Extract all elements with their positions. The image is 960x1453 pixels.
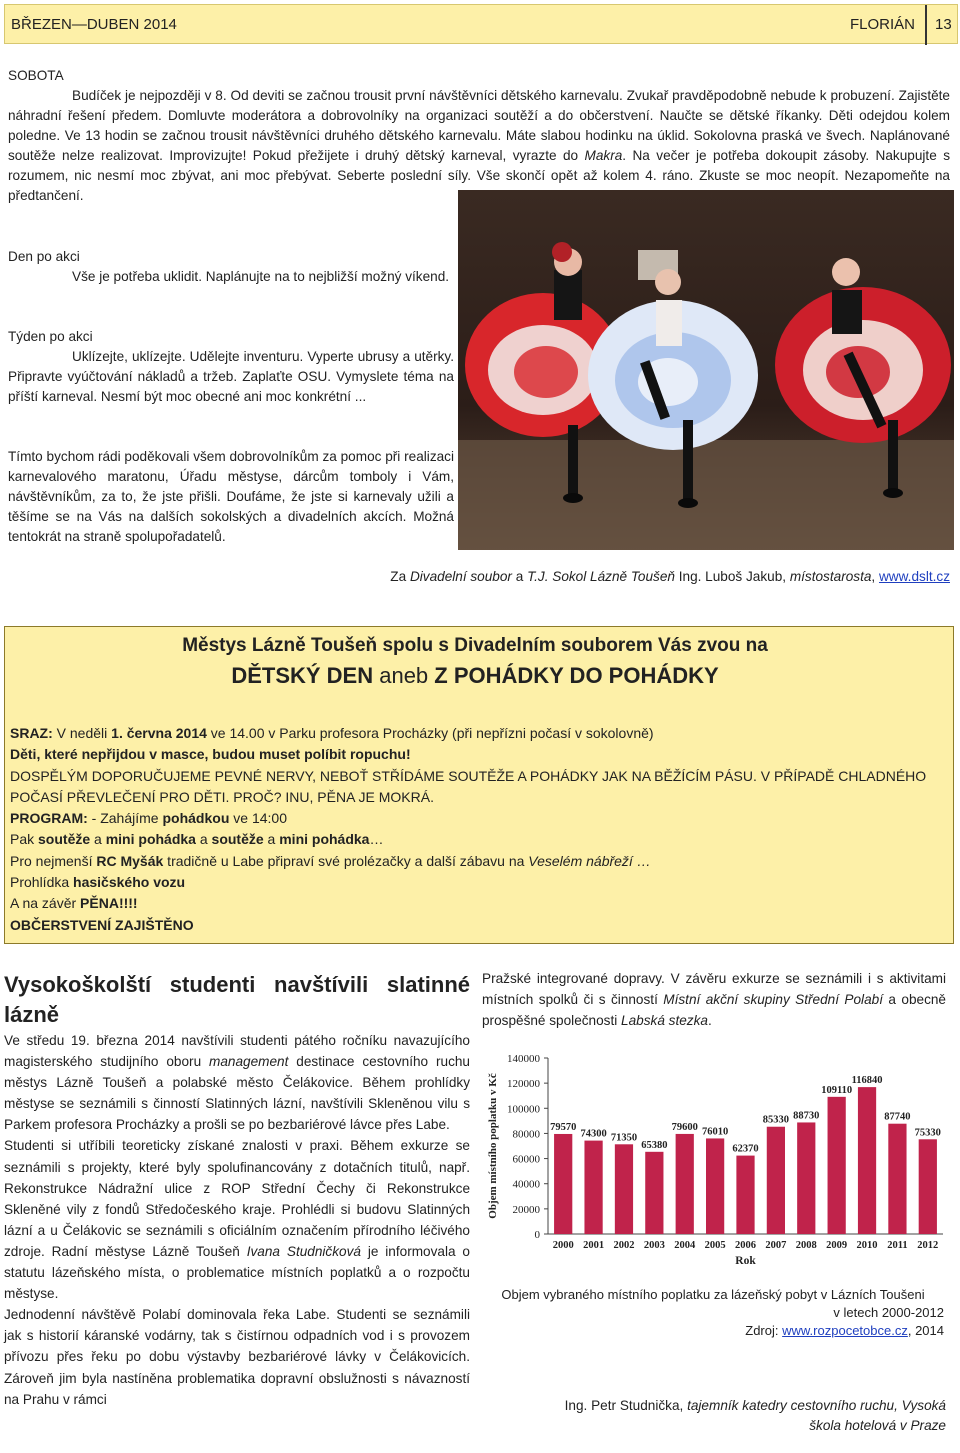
signature-sep: , <box>871 569 879 584</box>
sobota-text-2: . Na večer je potřeba dokoupit zásoby. Nakupujte s rozumem, nic nesmí moc zbývat, ani moc přebývat. Seberte poslední síly. Vše skončí opět až kolem 4. ráno. Zkuste se moc neopít. Nezapomeňte na předtančení. <box>8 148 950 203</box>
source-label: Zdroj: <box>745 1323 783 1338</box>
p1-b: destinace cestovního ruchu městys Lázně Toušeň a polabské město Čelákovice. Během prohlídky městyse se seznámili s činností Slatinných lázní, navštívili Skleněnou vilu s Parkem profesora Procházky a prošli se po bezbariérové lávce přes Labe. <box>4 1054 470 1133</box>
caption-source <box>482 1322 944 1340</box>
bar-value-label: 116840 <box>851 1075 883 1087</box>
bar <box>554 1134 572 1234</box>
bar <box>767 1127 785 1234</box>
y-tick-label: 40000 <box>512 1178 540 1191</box>
right-italic-1: Místní akční skupiny Střední Polabí <box>663 992 883 1007</box>
issue-date: BŘEZEN—DUBEN 2014 <box>11 16 177 33</box>
bar <box>797 1122 815 1234</box>
program-a: - Zahájíme <box>87 810 163 827</box>
rc-c: tradičně u Labe připraví své prolézačky a další zábavu na <box>163 852 529 869</box>
p1-a: Ve středu 19. března 2014 navštívili studenti pátého ročníku navazujícího magisterského studijního oboru <box>4 1033 470 1070</box>
sraz-label: SRAZ: <box>10 725 53 741</box>
bar-value-label: 76010 <box>701 1126 729 1138</box>
x-tick-label: 2007 <box>765 1240 787 1251</box>
hasici-a: Prohlídka <box>10 874 74 891</box>
cancan-dancers-photo <box>458 190 954 550</box>
x-tick-label: 2012 <box>917 1240 939 1251</box>
bar-value-label: 109110 <box>821 1084 853 1096</box>
article-title: Vysokoškolští studenti navštívili slatinné <box>4 972 470 997</box>
bar <box>706 1138 724 1234</box>
pak-i: … <box>369 831 384 848</box>
p1-italic: management <box>209 1054 289 1070</box>
pak-h: mini pohádka <box>279 831 370 848</box>
invitation-event-name <box>0 663 950 689</box>
bar-value-label: 87740 <box>884 1111 911 1123</box>
article-right-column <box>482 968 946 1031</box>
obcerstveni-line <box>10 915 945 936</box>
event-name-b: aneb <box>373 663 435 688</box>
p2-italic: Ivana Studničková <box>246 1243 361 1259</box>
photo-illustration <box>458 190 954 550</box>
event-name-a: DĚTSKÝ DEN <box>231 663 374 688</box>
pak-e: a <box>195 831 212 848</box>
y-tick-label: 140000 <box>507 1053 540 1065</box>
source-link[interactable]: www.rozpocetobce.cz <box>782 1323 908 1338</box>
program-line <box>10 808 945 829</box>
den-po-akci-paragraph: Vše je potřeba uklidit. Naplánujte na to nejbližší možný víkend. <box>72 269 450 284</box>
bar <box>584 1141 602 1234</box>
article-body <box>4 1030 470 1410</box>
bar-value-label: 75330 <box>914 1127 941 1139</box>
rc-a: Pro nejmenší <box>10 852 97 869</box>
chart-bars <box>554 1084 937 1234</box>
bar <box>736 1156 754 1234</box>
right-a: Pražské integrované dopravy. V závěru exkurze se seznámili i s aktivitami místních spolků či s činností <box>482 971 946 1007</box>
pena-line <box>10 893 945 914</box>
x-tick-label: 2009 <box>826 1240 848 1251</box>
chart-caption <box>482 1286 944 1340</box>
x-tick-label: 2008 <box>795 1240 817 1251</box>
tyden-po-akci-paragraph: Uklízejte, uklízejte. Udělejte inventuru. Vyperte ubrusy a utěrky. Připravte vyúčtování nákladů a tržeb. Zaplaťte OSU. Vymyslete téma na příští karneval. Nesmí být moc obecné ani moc konkrétní ... <box>8 349 454 404</box>
y-tick-label: 20000 <box>512 1203 540 1216</box>
pak-d: mini pohádka <box>105 831 196 848</box>
caption-line-1: Objem vybraného místního poplatku za lázeňský pobyt v Lázních Toušeni <box>501 1287 925 1302</box>
x-axis-title: Rok <box>735 1255 756 1267</box>
program-b: pohádkou <box>162 810 230 827</box>
pak-c: a <box>90 831 106 848</box>
pak-line <box>10 829 945 850</box>
kids-text: Děti, které nepřijdou v masce, budou muset políbit ropuchu! <box>10 746 411 763</box>
rc-b: RC Myšák <box>96 852 164 869</box>
article-title-2: lázně <box>4 1002 60 1027</box>
invitation-title: Městys Lázně Toušeň spolu s Divadelním souborem Vás zvou na <box>182 635 768 656</box>
signature-org-2: T.J. Sokol Lázně Toušeň <box>527 569 675 584</box>
rc-d: Veselém nábřeží … <box>528 852 651 869</box>
sobota-text: Budíček je nejpozději v 8. Od deviti se začnou trousit první návštěvníci dětského karnevalu. Zvukař pravděpodobně nebude k probuzení. Zajistěte náhradní řešení předem. Domluvte moderátora a dobrovolníky na organizaci soutěží a do občerstvení. Naučte se dětské říkanky. Děti odejdou kolem poledne. Ve 13 hodin se začnou trousit návštěvníci druhého dětského karnevalu. Máte slabou hodinku na úklid. Sokolovna praská ve švech. Naplánované soutěže nelze realizovat. Improvizujte! Pokud přežijete i druhý dětský karneval, vyrazte do <box>8 88 950 163</box>
spa-fee-bar-chart <box>478 1040 950 1280</box>
sobota-italic: Makra <box>584 148 623 163</box>
pak-a: Pak <box>10 831 39 848</box>
sobota-paragraph <box>8 86 950 206</box>
pak-b: soutěže <box>38 831 91 848</box>
magazine-name: FLORIÁN <box>849 16 915 33</box>
program-label: PROGRAM: <box>10 810 88 827</box>
pak-f: soutěže <box>211 831 264 848</box>
invitation-details <box>10 723 945 936</box>
x-tick-label: 2001 <box>583 1240 605 1251</box>
y-tick-label: 0 <box>534 1229 540 1241</box>
signature-role: místostarosta <box>789 569 872 584</box>
bar <box>645 1152 663 1234</box>
signature-mid: a <box>511 569 528 584</box>
x-tick-label: 2003 <box>643 1240 665 1251</box>
section-label-den-po-akci: Den po akci <box>8 249 80 264</box>
x-tick-label: 2010 <box>856 1240 878 1251</box>
adults-line: DOSPĚLÝM DOPORUČUJEME PEVNÉ NERVY, NEBOŤ STŘÍDÁME SOUTĚŽE A POHÁDKY JAK NA BĚŽÍCÍM PÁSU. V PŘÍPADĚ CHLADNÉHO POČASÍ PŘEVLEČENÍ PRO DĚTI. PROČ? INU, PĚNA JE MOKRÁ. <box>10 767 927 805</box>
pena-b: PĚNA!!!! <box>80 895 138 912</box>
author-role-1: tajemník katedry cestovního ruchu, Vysoká <box>687 1398 946 1413</box>
y-tick-label: 100000 <box>507 1103 540 1116</box>
x-tick-label: 2000 <box>552 1240 574 1251</box>
right-italic-2: Labská stezka <box>621 1013 708 1028</box>
rc-line <box>10 851 945 872</box>
sraz-line <box>10 723 945 744</box>
pak-g: a <box>263 831 280 848</box>
kids-line <box>10 744 945 765</box>
sraz-b: ve 14.00 v Parku profesora Procházky (při nepřízni počasí v sokolovně) <box>206 725 654 741</box>
website-link[interactable]: www.dslt.cz <box>878 569 950 584</box>
signature-prefix: Za <box>390 569 410 584</box>
y-axis-title: Objem místního poplatku v Kč <box>487 1073 499 1219</box>
karneval-signature <box>0 567 950 587</box>
right-c: . <box>707 1013 712 1028</box>
bar <box>828 1097 846 1234</box>
sraz-a: V neděli <box>52 725 112 741</box>
signature-org-1: Divadelní soubor <box>409 569 512 584</box>
y-tick-label: 60000 <box>512 1153 540 1166</box>
hasici-b: hasičského vozu <box>73 874 186 891</box>
x-tick-label: 2011 <box>887 1240 908 1251</box>
p2-a: Studenti si utříbili teoreticky získané znalosti v praxi. Během exkurze se seznámili s projekty, které byly spolufinancovány z dotačních titulů, např. Rekonstrukce Nádražní ulice z ROP Střední Čechy či Rekonstrukce Skleněné vily z fondů Středočeského kraje. Prohlédli si budovu Slatinných lázní a u Čelákovic se seznámili s oficiálním označením přírodního léčivého zdroje. Radní městyse Lázně Toušeň <box>4 1138 470 1259</box>
bar-value-label: 71350 <box>610 1132 638 1144</box>
event-name-c: Z POHÁDKY DO POHÁDKY <box>434 663 719 688</box>
x-tick-label: 2004 <box>674 1240 696 1251</box>
bar <box>676 1134 694 1234</box>
section-label-tyden-po-akci: Týden po akci <box>8 329 93 344</box>
article-p3: Jednodenní návštěvě Polabí dominovala řeka Labe. Studenti se seznámili jak s historií káranské vodárny, tak s čistírnou odpadních vod i s provozem přívozu přes řeku po dobu výstavby bezbariérové lávky v Čelákovicích. Zároveň jim byla nastíněna problematika dopravní obslužnosti s návazností na Prahu v rámci <box>4 1307 470 1407</box>
x-tick-label: 2002 <box>613 1240 635 1251</box>
page-number: 13 <box>935 16 952 33</box>
y-tick-label: 120000 <box>507 1078 540 1091</box>
right-b: a obecně prospěšné společnosti <box>482 992 946 1028</box>
bar <box>615 1144 633 1234</box>
bar-value-label: 88730 <box>793 1110 820 1122</box>
program-c: ve 14:00 <box>229 810 287 827</box>
p2-b: je informovala o statutu lázeňského místa, o problematice místních poplatků a o rozpočtu městyse. <box>4 1243 470 1302</box>
header-divider <box>925 5 927 45</box>
y-tick-label: 80000 <box>512 1128 540 1141</box>
bar-value-label: 65380 <box>641 1139 668 1151</box>
author-name: Ing. Petr Studnička, <box>564 1398 688 1413</box>
article-p2 <box>4 1135 470 1304</box>
bar-value-label: 62370 <box>732 1143 759 1155</box>
x-tick-label: 2005 <box>704 1240 726 1251</box>
thanks-paragraph: Tímto bychom rádi poděkovali všem dobrovolníkům za pomoc při realizaci karnevalového maratonu, Úřadu městyse, dárcům tomboly i Vám, návštěvníkům, za to, že jste přišli. Doufáme, že jste si karnevaly užili a těšíme se na Vás na dalších sokolských a divadelních akcích. Možná tentokrát na straně spolupořadatelů. <box>8 449 454 544</box>
bar <box>888 1124 906 1234</box>
article-author <box>482 1396 946 1436</box>
obcerstveni-text: OBČERSTVENÍ ZAJIŠTĚNO <box>10 916 194 933</box>
header-band <box>4 4 958 44</box>
sraz-date: 1. června 2014 <box>111 725 207 741</box>
hasici-line <box>10 872 945 893</box>
x-tick-label: 2006 <box>735 1240 756 1251</box>
bar <box>919 1139 937 1234</box>
author-role-2: škola hotelová v Praze <box>809 1418 946 1433</box>
bar-value-label: 74300 <box>580 1128 607 1140</box>
section-label-sobota: SOBOTA <box>8 68 64 83</box>
article-p1 <box>4 1030 470 1135</box>
caption-line-2: v letech 2000-2012 <box>833 1305 944 1320</box>
bar-value-label: 79600 <box>671 1121 698 1133</box>
signature-name: Ing. Luboš Jakub, <box>674 569 790 584</box>
source-year: , 2014 <box>907 1323 944 1338</box>
bar-value-label: 79570 <box>550 1121 577 1133</box>
pena-a: A na závěr <box>10 895 81 912</box>
bar <box>858 1087 876 1234</box>
bar-value-label: 85330 <box>762 1114 790 1126</box>
